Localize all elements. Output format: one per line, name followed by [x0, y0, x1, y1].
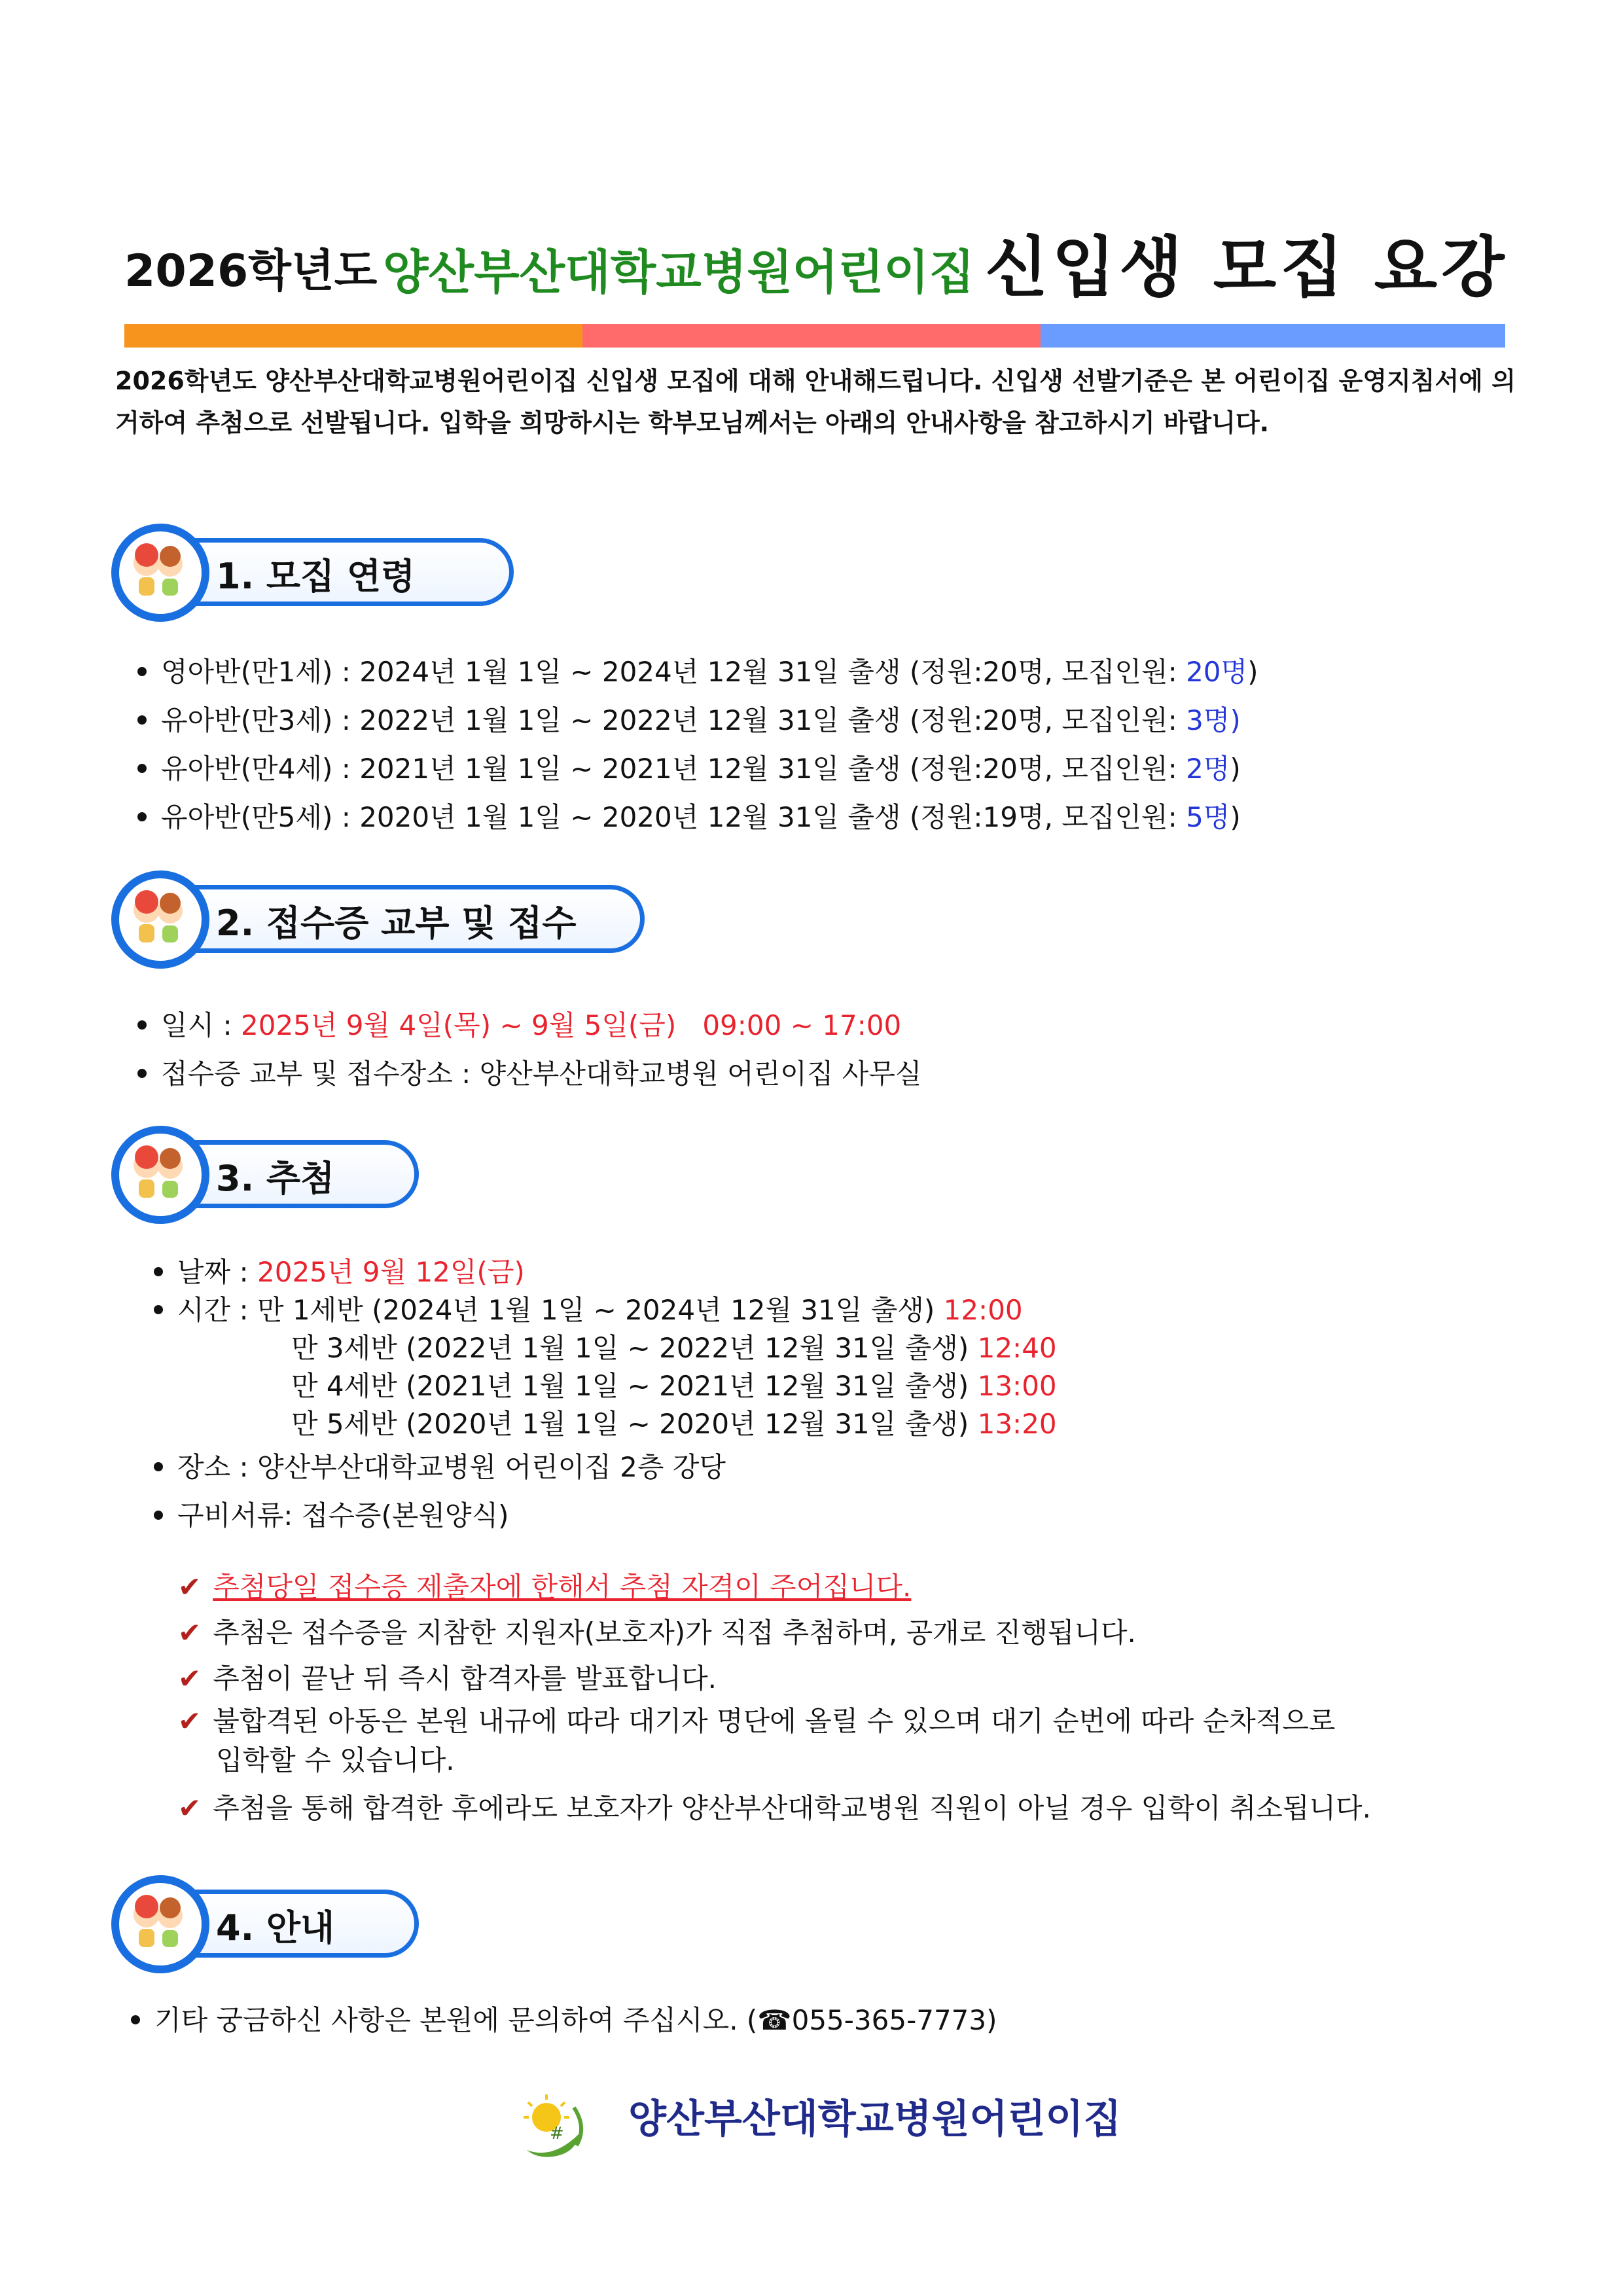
note-text: 추첨당일 접수증 제출자에 한해서 추첨 자격이 주어집니다.: [213, 1571, 912, 1603]
reception-list: [137, 1001, 921, 1098]
age-text: 영아반(만1세) : 2024년 1월 1일 ~ 2024년 12월 31일 출생 (정원:20명, 모집인원:: [161, 656, 1186, 688]
intro-paragraph: 2026학년도 양산부산대학교병원어린이집 신입생 모집에 대해 안내해드립니다. 신입생 선발기준은 본 어린이집 운영지침서에 의거하여 추첨으로 선발됩니다. 입학을 희망하시는 학부모님께서는 아래의 안내사항을 참고하시기 바랍니다.: [115, 367, 1516, 437]
section-title: 3. 추첨: [216, 1158, 335, 1199]
paren: ): [1230, 753, 1241, 785]
time-text: 만 4세반 (2021년 1월 1일 ~ 2021년 12월 31일 출생): [291, 1370, 978, 1402]
check-icon: ✔: [178, 1617, 202, 1649]
place-text: 접수증 교부 및 접수장소 : 양산부산대학교병원 어린이집 사무실: [161, 1058, 922, 1090]
section-title: 1. 모집 연령: [216, 556, 416, 597]
title-bar-red: [582, 324, 1041, 348]
list-item: [154, 1443, 1057, 1492]
time-text: 만 5세반 (2020년 1월 1일 ~ 2020년 12월 31일 출생): [291, 1408, 978, 1440]
list-item: [154, 1367, 1057, 1405]
title-bar-orange: [124, 324, 582, 348]
list-item: [137, 648, 1258, 696]
list-item: [178, 1610, 1371, 1656]
note-text: 추첨이 끝난 뒤 즉시 합격자를 발표합니다.: [213, 1662, 717, 1695]
section-title: 2. 접수증 교부 및 접수: [216, 903, 577, 944]
list-item: [154, 1492, 1057, 1540]
time-text: 만 1세반 (2024년 1월 1일 ~ 2024년 12월 31일 출생): [257, 1294, 944, 1326]
check-icon: ✔: [178, 1571, 202, 1603]
footer-daycare-name: 양산부산대학교병원어린이집: [628, 2096, 1122, 2142]
check-icon: ✔: [178, 1705, 202, 1737]
list-item: [154, 1291, 1057, 1329]
list-item: [178, 1656, 1371, 1702]
title-bar-blue: [1041, 324, 1505, 348]
time-value: 12:00: [943, 1294, 1023, 1326]
time-text: 만 3세반 (2022년 1월 1일 ~ 2022년 12월 31일 출생): [291, 1332, 978, 1364]
recruit-count: 3명): [1186, 704, 1241, 736]
list-item: [154, 1405, 1057, 1443]
title-year: 2026학년도: [124, 245, 378, 297]
note-text: 추첨을 통해 합격한 후에라도 보호자가 양산부산대학교병원 직원이 아닐 경우 입학이 취소됩니다.: [213, 1792, 1371, 1824]
date-label: 날짜 :: [177, 1256, 257, 1288]
recruit-count: 5명: [1186, 801, 1230, 833]
recruit-count: 2명: [1186, 753, 1230, 785]
daycare-logo-icon: [514, 2088, 592, 2166]
date-value: 2025년 9월 4일(목) ~ 9월 5일(금) 09:00 ~ 17:00: [241, 1009, 902, 1041]
children-icon: [126, 543, 191, 598]
children-icon: [126, 890, 191, 945]
list-item: [178, 1780, 1371, 1837]
list-item: [178, 1564, 1371, 1610]
info-list: [131, 1996, 997, 2045]
list-item: [178, 1741, 1371, 1780]
time-value: 12:40: [977, 1332, 1057, 1364]
info-text: 기타 궁금하신 사항은 본원에 문의하여 주십시오. (☎055-365-7773): [154, 2004, 997, 2036]
children-icon: [126, 1145, 191, 1200]
children-icon: [126, 1895, 191, 1950]
note-text: 입학할 수 있습니다.: [216, 1744, 455, 1776]
recruit-count: 20명: [1186, 656, 1248, 688]
documents-text: 구비서류: 접수증(본원양식): [177, 1499, 509, 1532]
paren: ): [1230, 801, 1241, 833]
paren: ): [1247, 656, 1258, 688]
title-heading: 신입생 모집 요강: [985, 229, 1508, 306]
list-item: [137, 1001, 921, 1050]
svg-text:#: #: [550, 2124, 564, 2144]
time-label: 시간 :: [177, 1294, 257, 1326]
list-item: [154, 1329, 1057, 1367]
age-list: [137, 648, 1258, 842]
lottery-notes: [178, 1564, 1371, 1837]
note-text: 추첨은 접수증을 지참한 지원자(보호자)가 직접 추첨하며, 공개로 진행됩니다.: [213, 1617, 1136, 1649]
title-daycare-name: 양산부산대학교병원어린이집: [383, 245, 975, 300]
note-text: 불합격된 아동은 본원 내규에 따라 대기자 명단에 올릴 수 있으며 대기 순번에 따라 순차적으로: [213, 1705, 1336, 1737]
list-item: [178, 1702, 1371, 1741]
list-item: [137, 696, 1258, 745]
lottery-list: [154, 1253, 1057, 1540]
age-text: 유아반(만4세) : 2021년 1월 1일 ~ 2021년 12월 31일 출생 (정원:20명, 모집인원:: [161, 753, 1186, 785]
list-item: [137, 745, 1258, 793]
section-title: 4. 안내: [216, 1907, 335, 1948]
time-value: 13:20: [977, 1408, 1057, 1440]
list-item: [154, 1253, 1057, 1291]
time-value: 13:00: [977, 1370, 1057, 1402]
age-text: 유아반(만3세) : 2022년 1월 1일 ~ 2022년 12월 31일 출생 (정원:20명, 모집인원:: [161, 704, 1186, 736]
check-icon: ✔: [178, 1662, 202, 1695]
list-item: [131, 1996, 997, 2045]
date-label: 일시 :: [161, 1009, 241, 1041]
check-icon: ✔: [178, 1792, 202, 1824]
age-text: 유아반(만5세) : 2020년 1월 1일 ~ 2020년 12월 31일 출생 (정원:19명, 모집인원:: [161, 801, 1186, 833]
list-item: [137, 1050, 921, 1098]
list-item: [137, 793, 1258, 842]
date-value: 2025년 9월 12일(금): [257, 1256, 525, 1288]
place-text: 장소 : 양산부산대학교병원 어린이집 2층 강당: [177, 1451, 726, 1483]
